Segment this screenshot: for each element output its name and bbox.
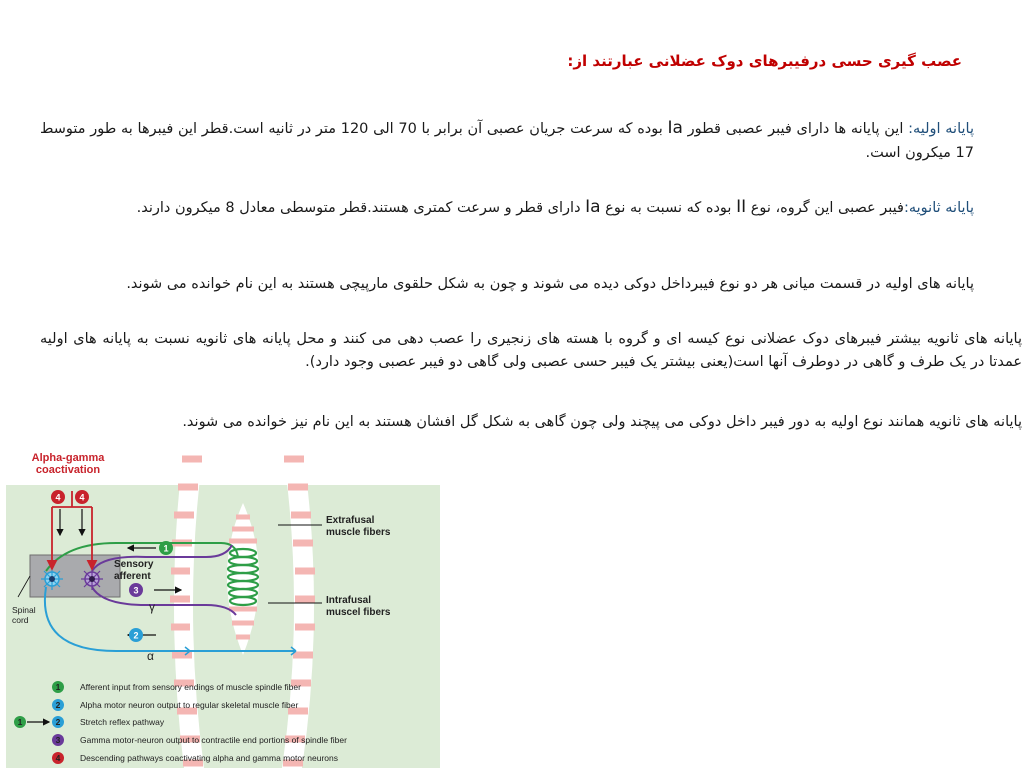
coactivation-label-2: coactivation <box>35 464 101 476</box>
sensory-afferent-label-2: afferent <box>114 571 151 582</box>
paragraph-secondary-ending <box>40 195 974 220</box>
paragraph-primary-ending <box>40 116 974 165</box>
legend-row <box>52 699 298 711</box>
extrafusal-label-1: Extrafusal <box>326 515 375 526</box>
sensory-afferent-label-1: Sensory <box>114 559 154 570</box>
term-secondary-ending: پایانه ثانویه: <box>903 200 974 216</box>
badge-2-diagram <box>129 628 143 642</box>
spinal-cord-label-2: cord <box>12 615 29 625</box>
svg-text:3: 3 <box>55 735 61 745</box>
spinal-cord-label-1: Spinal <box>12 605 36 615</box>
gamma-label: γ <box>149 600 155 614</box>
badge-3-diagram <box>129 583 143 597</box>
p1-text-a: این پایانه ها دارای فیبر عصبی قطور <box>682 121 909 137</box>
svg-text:3: 3 <box>133 585 139 596</box>
svg-text:1: 1 <box>17 717 23 727</box>
muscle-spindle-figure <box>6 445 440 768</box>
svg-text:1: 1 <box>163 543 169 554</box>
paragraph-secondary-location: پایانه های ثانویه بیشتر فیبرهای دوک عضلانی نوع کیسه ای و گروه با هسته های زنجیری را عصب دهی می کنند و محل پایانه های ثانویه نسبت به پایانه های اولیه عمدتا در یک طرف و گاهی در دوطرف آنها است(یعنی بیشتر یک فیبر حسی عصبی ولی گاهی دو فیبر عصبی وجود دارد). <box>40 331 1022 370</box>
p2-text-b: بوده که نسبت به نوع <box>600 200 737 216</box>
legend-row <box>52 681 301 693</box>
svg-text:Gamma motor-neuron output to c: Gamma motor-neuron output to contractile end portions of spindle fiber <box>80 735 347 745</box>
svg-text:4: 4 <box>79 492 85 503</box>
svg-text:Stretch reflex pathway: Stretch reflex pathway <box>80 717 165 727</box>
gamma-motor-neuron <box>81 568 103 590</box>
svg-text:4: 4 <box>55 753 61 763</box>
legend-row <box>52 734 347 746</box>
coactivation-label-1: Alpha-gamma <box>31 452 105 464</box>
svg-text:1: 1 <box>55 682 61 692</box>
svg-text:2: 2 <box>55 717 61 727</box>
svg-text:Alpha motor neuron output to r: Alpha motor neuron output to regular skeletal muscle fiber <box>80 700 299 710</box>
alpha-motor-neuron <box>41 568 63 590</box>
p2-text-c: دارای قطر و سرعت کمتری هستند.قطر متوسطی معادل 8 میکرون دارند. <box>136 200 586 216</box>
p1-fiber-type: Ia <box>667 118 683 138</box>
svg-text:2: 2 <box>133 630 139 641</box>
svg-text:Descending pathways coactivati: Descending pathways coactivating alpha and gamma motor neurons <box>80 753 338 763</box>
extrafusal-label-2: muscle fibers <box>326 527 391 538</box>
badge-4-right <box>75 490 89 504</box>
alpha-label: α <box>147 649 154 663</box>
intrafusal-label-2: muscel fibers <box>326 607 391 618</box>
paragraph-annulospiral: پایانه های اولیه در قسمت میانی هر دو نوع فیبرداخل دوکی دیده می شوند و چون به شکل حلقوی مارپیچی هستند به این نام خوانده می شوند. <box>126 276 974 292</box>
p2-fiber-type-b: Ia <box>585 197 601 217</box>
p1-text-b: بوده که سرعت جریان عصبی آن برابر با 70 الی 120 متر در ثانیه است.قطر این فیبرها به طور متوسط 17 میکرون است. <box>40 121 974 161</box>
intrafusal-label-1: Intrafusal <box>326 595 372 606</box>
svg-text:2: 2 <box>55 700 61 710</box>
svg-text:Afferent input from sensory en: Afferent input from sensory endings of muscle spindle fiber <box>80 682 301 692</box>
svg-text:4: 4 <box>55 492 61 503</box>
legend-row <box>52 752 338 764</box>
p2-text-a: فیبر عصبی این گروه، نوع <box>746 200 904 216</box>
badge-4-left <box>51 490 65 504</box>
p2-fiber-type-a: II <box>736 197 747 217</box>
term-primary-ending: پایانه اولیه: <box>908 121 974 137</box>
badge-1-diagram <box>159 541 173 555</box>
paragraph-flower-spray: پایانه های ثانویه همانند نوع اولیه به دور فیبر داخل دوکی می پیچند ولی چون گاهی به شکل گل افشان هستند به این نام نیز خوانده می شوند. <box>182 414 1022 430</box>
slide-title: عصب گیری حسی درفیبرهای دوک عضلانی عبارتند از: <box>567 52 962 70</box>
